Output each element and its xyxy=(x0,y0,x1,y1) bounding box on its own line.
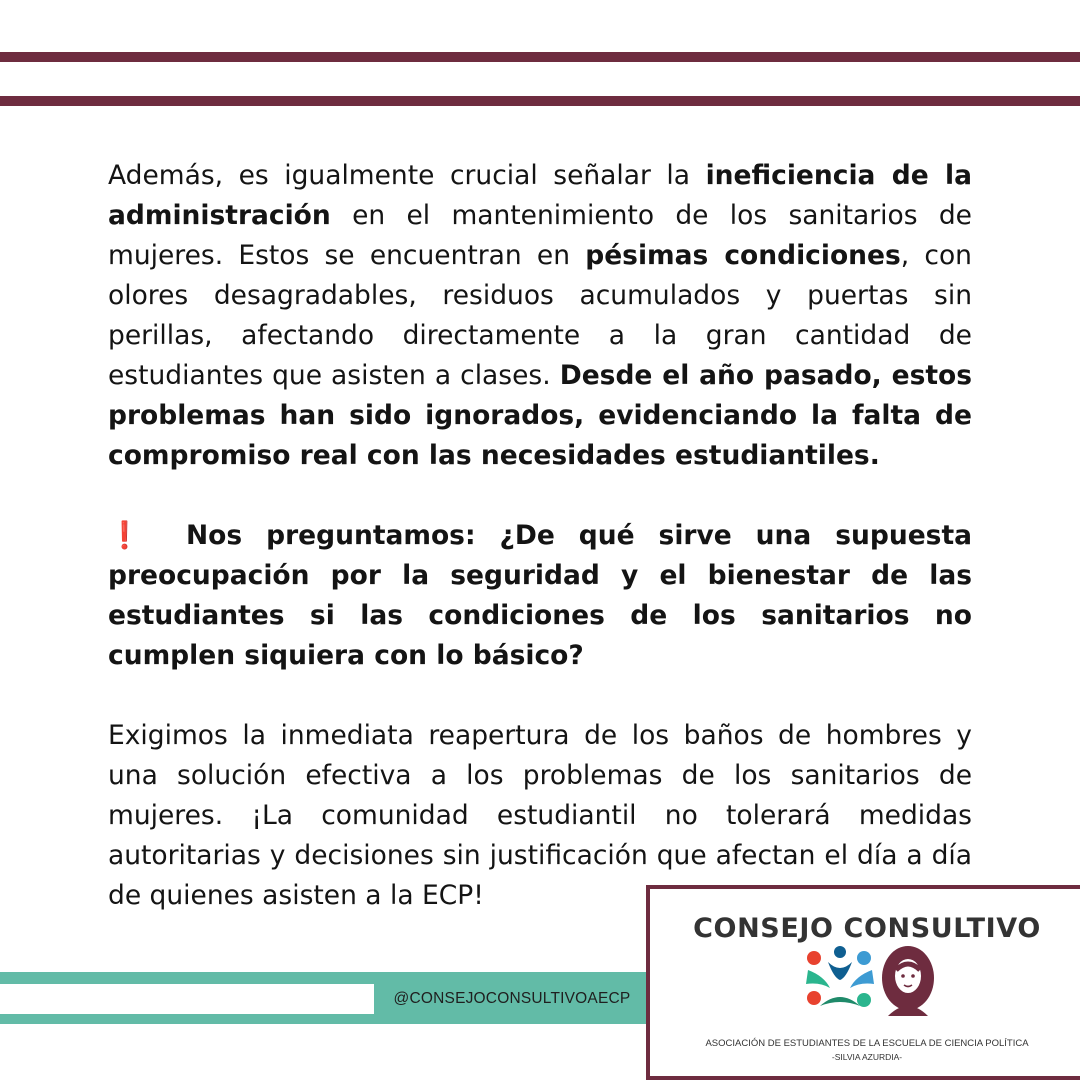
exclamation-icon: ❗ xyxy=(108,520,141,551)
footer-white-box xyxy=(0,984,374,1014)
paragraph-question xyxy=(108,516,972,676)
second-stripe xyxy=(0,96,1080,106)
emphasis-ignored-problems: Desde el año pasado, estos problemas han sido ignorados, evidenciando la falta de compromiso real con las necesidades estudiantiles. xyxy=(108,360,972,471)
emphasis-inefficiency: ineficiencia de la administración xyxy=(108,160,972,231)
portrait-icon xyxy=(878,944,938,1016)
paragraph-demand: Exigimos la inmediata reapertura de los baños de hombres y una solución efectiva a los problemas de los sanitarios de mujeres. ¡La comunidad estudiantil no tolerará medidas autoritarias y decisiones sin justificación que afectan el día a día de quienes asisten a la ECP! xyxy=(108,720,972,911)
question-text: Nos preguntamos: ¿De qué sirve una supuesta preocupación por la seguridad y el bienestar de las estudiantes si las condiciones de los sanitarios no cumplen siquiera con lo básico? xyxy=(108,520,972,671)
association-name: ASOCIACIÓN DE ESTUDIANTES DE LA ESCUELA DE CIENCIA POLÍTICA xyxy=(705,1038,1029,1049)
paragraph-administration: Además, es igualmente crucial señalar la ineficiencia de la administración en el mantenimiento de los sanitarios de mujeres. Estos se encuentran en pésimas condiciones, con olores desagradables, residuos acumulados y puertas sin perillas, afectando directamente a la gran cantidad de estudiantes que asisten a clases. Desde el año pasado, estos problemas han sido ignorados, evidenciando la falta de compromiso real con las necesidades estudiantiles. xyxy=(108,160,972,471)
people-circle-icon xyxy=(800,944,880,1014)
logo-title: CONSEJO CONSULTIVO xyxy=(693,913,1041,944)
logo-card xyxy=(646,885,1080,1080)
social-handle[interactable]: @CONSEJOCONSULTIVOAECP xyxy=(393,990,631,1007)
association-subtitle: -SILVIA AZURDIA- xyxy=(831,1052,903,1062)
top-stripe xyxy=(0,52,1080,62)
emphasis-bad-conditions: pésimas condiciones xyxy=(585,240,901,271)
